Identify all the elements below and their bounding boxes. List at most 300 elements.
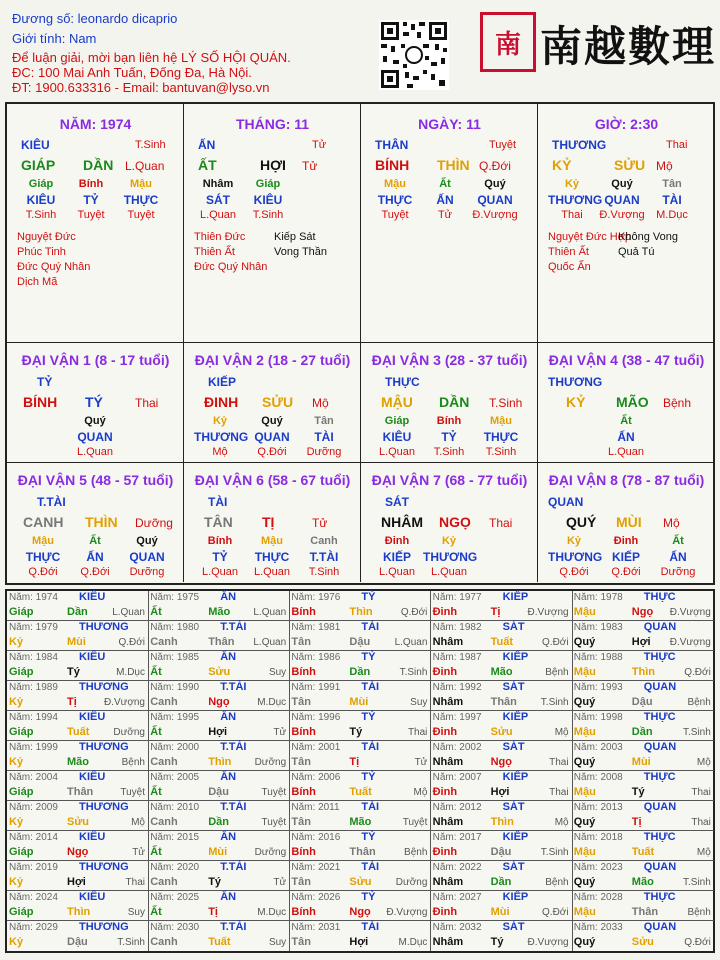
year-label — [433, 742, 482, 753]
year-prefix: Năm: — [9, 892, 36, 903]
year-star: KIẾP — [502, 591, 529, 603]
year-state: Q.Đới — [684, 667, 711, 678]
pillar-title: GIỜ: 2:30 — [594, 116, 659, 132]
hidden-state: M.Dục — [656, 209, 688, 221]
year-number: 2024 — [35, 892, 58, 903]
year-chi: Hợi — [208, 726, 228, 738]
pillar-star-state: Thai — [666, 139, 688, 151]
year-label — [9, 922, 58, 933]
dai-van-title: ĐẠI VẬN 3 (28 - 37 tuổi) — [371, 352, 528, 368]
year-number: 1981 — [318, 622, 341, 633]
year-state: L.Quan — [112, 607, 145, 618]
year-chi: Tý — [631, 786, 645, 798]
pillar-chi-state: L.Quan — [125, 159, 165, 173]
year-can: Canh — [150, 936, 178, 948]
owner-line — [12, 10, 177, 27]
dai-van-star: KIẾP — [208, 375, 237, 389]
hidden-can: Mậu — [130, 178, 152, 190]
hidden-state: Mộ — [212, 446, 228, 458]
hidden-state: Tử — [437, 209, 453, 221]
year-chi: Sửu — [208, 666, 231, 678]
year-cell — [7, 771, 149, 801]
year-chi: Hợi — [67, 876, 86, 888]
hidden-star: TÀI — [662, 193, 682, 207]
year-label — [291, 592, 340, 603]
year-number: 1995 — [176, 712, 200, 723]
hidden-state: T.Sinh — [25, 209, 57, 221]
year-chi: Dần — [67, 606, 88, 618]
year-label — [433, 682, 482, 693]
year-label — [433, 862, 482, 873]
year-label — [574, 922, 623, 933]
year-label — [150, 652, 199, 663]
year-chi: Thân — [349, 846, 376, 858]
year-cell — [572, 681, 714, 711]
year-star: KIÊU — [79, 831, 106, 843]
year-number: 2025 — [176, 892, 200, 903]
dai-van-star: T.TÀI — [37, 495, 66, 509]
dai-van-4 — [538, 342, 715, 462]
year-chi: Tý — [208, 876, 222, 888]
year-can: Đinh — [432, 666, 458, 678]
year-state: Bệnh — [545, 667, 569, 678]
year-number: 2004 — [35, 772, 58, 783]
year-label — [150, 862, 199, 873]
hidden-state: Tuyệt — [381, 209, 409, 221]
hidden-can: Giáp — [255, 178, 281, 190]
year-label — [433, 802, 482, 813]
year-star: ẤN — [220, 891, 237, 903]
dai-van-state: Thai — [489, 516, 513, 530]
hidden-state: T.Sinh — [433, 446, 465, 458]
chart-grid — [5, 102, 715, 585]
year-chi: Sửu — [631, 936, 654, 948]
year-prefix: Năm: — [573, 892, 601, 903]
hidden-star: KIÊU — [26, 193, 56, 207]
dai-van-1 — [7, 342, 184, 462]
hidden-star: QUAN — [604, 193, 640, 207]
year-number: 1991 — [318, 682, 341, 693]
year-prefix: Năm: — [9, 622, 36, 633]
year-state: T.Sinh — [683, 877, 711, 888]
year-chi: Tuất — [208, 936, 231, 948]
hidden-state: Q.Đới — [28, 566, 58, 578]
year-number: 2022 — [459, 862, 482, 873]
year-star: THƯƠNG — [79, 741, 129, 753]
year-state: Đ.Vượng — [527, 607, 569, 618]
year-prefix: Năm: — [573, 922, 601, 933]
gender-label: Giới tính: — [12, 31, 69, 46]
year-chi: Dậu — [490, 846, 512, 858]
hidden-can: Kỷ — [566, 535, 582, 547]
hidden-star: TÀI — [314, 430, 334, 444]
year-number: 2018 — [600, 832, 623, 843]
year-number: 2027 — [459, 892, 482, 903]
year-state: Thai — [691, 817, 711, 828]
year-prefix: Năm: — [573, 862, 601, 873]
dai-van-can: MẬU — [381, 394, 413, 410]
year-number: 2003 — [600, 742, 623, 753]
year-state: M.Dục — [257, 697, 287, 708]
year-state: L.Quan — [253, 607, 287, 618]
pillar-chi: SỬU — [614, 157, 646, 173]
year-chi: Mão — [67, 756, 89, 768]
year-number: 2023 — [600, 862, 623, 873]
hidden-star: ẤN — [86, 550, 104, 564]
year-number: 1976 — [318, 592, 341, 603]
year-prefix: Năm: — [291, 922, 319, 933]
dai-van-title: ĐẠI VẬN 6 (58 - 67 tuổi) — [194, 472, 351, 488]
hidden-state: Q.Đới — [80, 566, 110, 578]
dai-van-star: THỰC — [385, 375, 420, 389]
hidden-star: QUAN — [254, 430, 290, 444]
year-cell — [572, 771, 714, 801]
year-can: Bính — [291, 786, 316, 798]
year-chi: Dậu — [631, 696, 653, 708]
year-state: Đ.Vượng — [103, 697, 145, 708]
year-chi: Dần — [349, 666, 371, 678]
year-can: Canh — [150, 636, 178, 648]
year-state: T.Sinh — [540, 847, 569, 858]
dai-van-star: TỶ — [37, 375, 53, 389]
hidden-state: Đ.Vượng — [599, 209, 645, 221]
year-state: M.Dục — [257, 907, 287, 918]
year-label — [9, 712, 58, 723]
year-star: THỰC — [643, 711, 676, 723]
year-chi: Dần — [631, 726, 653, 738]
year-chi: Ngọ — [208, 696, 230, 708]
year-cell — [148, 891, 290, 921]
year-label — [9, 622, 58, 633]
year-star: ẤN — [220, 591, 237, 603]
hidden-state: Tuyệt — [77, 209, 105, 221]
year-number: 1997 — [459, 712, 482, 723]
pillar-chi-state: Q.Đới — [479, 159, 511, 173]
year-label — [433, 892, 482, 903]
year-label — [150, 922, 199, 933]
year-cell — [572, 921, 714, 951]
dai-van-chi: MÙI — [616, 514, 642, 530]
year-prefix: Năm: — [432, 862, 460, 873]
year-cell — [431, 651, 573, 681]
year-star: TỶ — [361, 831, 376, 843]
hidden-state: Q.Đới — [559, 566, 589, 578]
year-label — [9, 772, 58, 783]
year-star: THỰC — [643, 891, 676, 903]
dai-van-state: T.Sinh — [489, 396, 523, 410]
hidden-star: KIẾP — [611, 550, 640, 564]
hidden-can: Canh — [310, 535, 338, 547]
year-state: Q.Đới — [684, 937, 711, 948]
year-chi: Thân — [67, 786, 94, 798]
year-can: Mậu — [573, 786, 596, 798]
pillar-star: KIÊU — [21, 138, 50, 152]
hidden-can: Quý — [136, 535, 158, 547]
year-number: 1990 — [176, 682, 200, 693]
year-number: 1983 — [600, 622, 623, 633]
hidden-star: T.TÀI — [309, 550, 339, 564]
hidden-star: THƯƠNG — [548, 193, 603, 207]
year-number: 2002 — [459, 742, 482, 753]
year-cell — [431, 861, 573, 891]
hidden-can: Bính — [78, 178, 104, 190]
year-chi: Mão — [208, 606, 231, 618]
year-cell — [7, 741, 149, 771]
year-chi: Thân — [490, 696, 517, 708]
year-can: Đinh — [432, 606, 458, 618]
year-label — [9, 892, 58, 903]
year-state: Tuyệt — [261, 787, 287, 798]
year-star: QUAN — [643, 681, 677, 693]
year-prefix: Năm: — [432, 712, 460, 723]
year-chi: Mùi — [349, 696, 369, 708]
year-can: Tân — [291, 936, 311, 948]
year-number: 2032 — [459, 922, 482, 933]
year-cell — [148, 831, 290, 861]
hidden-star: ẤN — [617, 430, 635, 444]
year-label — [291, 802, 339, 813]
year-cell — [7, 801, 149, 831]
year-cell — [289, 801, 431, 831]
year-label — [291, 682, 340, 693]
year-label — [291, 712, 340, 723]
dai-van-star: QUAN — [548, 495, 584, 509]
year-can: Giáp — [9, 906, 34, 918]
year-state: Bệnh — [404, 847, 428, 858]
year-cell — [7, 621, 149, 651]
pillar-star: THƯƠNG — [552, 138, 607, 152]
year-prefix: Năm: — [9, 592, 36, 603]
year-label — [433, 772, 482, 783]
dai-van-chi: NGỌ — [439, 514, 471, 530]
phone-email-line[interactable]: ĐT: 1900.633316 - Email: bantuvan@lyso.vn — [12, 80, 270, 95]
hidden-can: Kỷ — [212, 415, 228, 427]
year-cell — [289, 861, 431, 891]
year-label — [150, 832, 199, 843]
year-cell — [289, 591, 431, 621]
year-star: T.TÀI — [220, 681, 247, 693]
pillar-can: BÍNH — [375, 157, 410, 173]
year-prefix: Năm: — [9, 922, 36, 933]
dai-van-can: CANH — [23, 514, 64, 530]
year-chi: Ngọ — [631, 606, 654, 618]
year-can: Nhâm — [432, 756, 464, 768]
year-state: Tử — [273, 727, 287, 738]
year-state: Tử — [132, 847, 145, 858]
dai-van-title: ĐẠI VẬN 1 (8 - 17 tuổi) — [21, 352, 170, 368]
hidden-state: Q.Đới — [257, 446, 287, 458]
year-can: Mậu — [573, 846, 596, 858]
year-star: THƯƠNG — [79, 681, 129, 693]
year-prefix: Năm: — [150, 832, 177, 843]
name-label: Đương số: — [12, 11, 78, 26]
hidden-can: Tân — [662, 178, 682, 190]
year-state: M.Dục — [116, 667, 145, 678]
year-can: Nhâm — [432, 936, 464, 948]
year-cell — [289, 621, 431, 651]
year-number: 2007 — [459, 772, 482, 783]
year-chi: Tuất — [490, 636, 513, 648]
hidden-star: THỰC — [377, 193, 413, 207]
year-star: QUAN — [643, 921, 677, 933]
year-star: SÁT — [502, 801, 525, 813]
year-star: SÁT — [502, 861, 525, 873]
year-number: 1984 — [35, 652, 58, 663]
year-chi: Mùi — [67, 636, 86, 648]
dai-van-2 — [184, 342, 361, 462]
qr-code-icon[interactable] — [379, 20, 449, 90]
year-cell — [431, 681, 573, 711]
year-state: Mộ — [696, 847, 711, 858]
year-star: SÁT — [502, 921, 525, 933]
owner-name: leonardo dicaprio — [77, 11, 178, 26]
year-state: M.Dục — [398, 937, 428, 948]
year-prefix: Năm: — [150, 652, 177, 663]
year-number: 2010 — [176, 802, 200, 813]
year-chi: Hợi — [490, 786, 510, 798]
year-can: Quý — [573, 876, 596, 888]
year-number: 2012 — [459, 802, 482, 813]
year-prefix: Năm: — [9, 832, 36, 843]
hidden-star: QUAN — [477, 193, 513, 207]
hidden-star: TỶ — [212, 550, 228, 564]
year-star: ẤN — [220, 651, 237, 663]
year-state: Thai — [549, 757, 569, 768]
year-prefix: Năm: — [291, 802, 319, 813]
year-number: 1986 — [318, 652, 341, 663]
year-cell — [431, 831, 573, 861]
hidden-can: Ất — [620, 415, 632, 427]
year-state: Đ.Vượng — [669, 637, 711, 648]
pillar-chi-state: Tử — [302, 159, 318, 173]
year-chi: Tý — [67, 666, 80, 678]
symbolic-star: Nguyệt Đức — [17, 231, 76, 243]
year-number: 1980 — [176, 622, 200, 633]
year-chi: Thân — [208, 636, 235, 648]
dai-van-state: Tử — [312, 516, 328, 530]
year-label — [150, 772, 199, 783]
dai-van-chi: MÃO — [616, 394, 649, 410]
year-prefix: Năm: — [573, 742, 601, 753]
year-number: 2006 — [318, 772, 341, 783]
year-cell — [289, 681, 431, 711]
year-star: SÁT — [502, 741, 525, 753]
symbolic-star: Phúc Tinh — [17, 246, 66, 258]
year-state: T.Sinh — [399, 667, 428, 678]
year-star: TỶ — [361, 891, 376, 903]
pillar-star-state: Tuyệt — [489, 139, 517, 151]
year-prefix: Năm: — [573, 772, 601, 783]
year-can: Đinh — [432, 846, 458, 858]
year-chi: Hợi — [631, 636, 651, 648]
hidden-can: Quý — [611, 178, 633, 190]
year-prefix: Năm: — [9, 712, 36, 723]
year-state: L.Quan — [253, 637, 287, 648]
year-label — [150, 802, 199, 813]
hidden-can: Quý — [261, 415, 283, 427]
brand-logo: 南越數理 — [540, 22, 717, 71]
year-label — [433, 592, 482, 603]
pillar-title: THÁNG: 11 — [235, 116, 310, 132]
year-state: Q.Đới — [400, 607, 428, 618]
hidden-can: Tân — [314, 415, 334, 427]
hidden-state: L.Quan — [201, 566, 239, 578]
pillar-can: GIÁP — [21, 157, 56, 173]
year-label — [433, 622, 482, 633]
year-prefix: Năm: — [150, 622, 177, 633]
year-cell — [289, 741, 431, 771]
year-state: Thai — [549, 787, 569, 798]
year-prefix: Năm: — [432, 772, 460, 783]
year-chi: Hợi — [349, 936, 369, 948]
year-cell — [7, 651, 149, 681]
hidden-can: Bính — [207, 535, 233, 547]
year-label — [433, 832, 482, 843]
dai-van-chi: THÌN — [85, 514, 118, 530]
year-star: TÀI — [361, 741, 380, 753]
year-label — [9, 862, 58, 873]
year-can: Kỷ — [9, 696, 24, 708]
year-star: KIÊU — [79, 651, 106, 663]
year-can: Ất — [150, 606, 162, 618]
symbolic-star: Quả Tú — [618, 246, 655, 258]
year-number: 2021 — [318, 862, 341, 873]
year-prefix: Năm: — [150, 712, 177, 723]
pillar-2 — [361, 104, 538, 342]
year-number: 1998 — [600, 712, 623, 723]
year-chi: Tị — [67, 696, 77, 708]
year-cell — [572, 621, 714, 651]
year-cell — [431, 891, 573, 921]
year-prefix: Năm: — [291, 712, 319, 723]
year-chi: Dần — [208, 816, 229, 828]
year-label — [433, 922, 482, 933]
year-state: Dưỡng — [395, 877, 428, 888]
year-prefix: Năm: — [573, 592, 601, 603]
year-prefix: Năm: — [291, 652, 319, 663]
dai-van-can: QUÝ — [566, 514, 597, 530]
dai-van-star: SÁT — [385, 495, 409, 509]
year-label — [150, 712, 199, 723]
year-can: Đinh — [432, 786, 458, 798]
year-star: KIẾP — [502, 711, 529, 723]
year-can: Ất — [150, 726, 162, 738]
year-label — [291, 832, 340, 843]
year-cell — [148, 711, 290, 741]
year-can: Kỷ — [9, 816, 24, 828]
year-chi: Mão — [490, 666, 513, 678]
year-label — [574, 652, 623, 663]
year-state: L.Quan — [394, 637, 428, 648]
year-prefix: Năm: — [432, 652, 460, 663]
hidden-can: Ất — [672, 535, 684, 547]
year-number: 1992 — [459, 682, 482, 693]
year-prefix: Năm: — [150, 922, 177, 933]
year-star: TÀI — [361, 921, 380, 933]
pillar-star-state: Tử — [312, 139, 327, 151]
pillar-chi: DẦN — [83, 157, 114, 173]
hidden-state: L.Quan — [253, 566, 291, 578]
year-number: 1975 — [176, 592, 200, 603]
year-cell — [148, 771, 290, 801]
hidden-state: Q.Đới — [611, 566, 641, 578]
year-label — [574, 622, 623, 633]
hidden-state: L.Quan — [199, 209, 237, 221]
year-star: KIÊU — [79, 891, 106, 903]
hidden-can: Giáp — [28, 178, 54, 190]
dai-van-chi: TỊ — [262, 514, 275, 530]
dai-van-can: TÂN — [204, 514, 233, 530]
